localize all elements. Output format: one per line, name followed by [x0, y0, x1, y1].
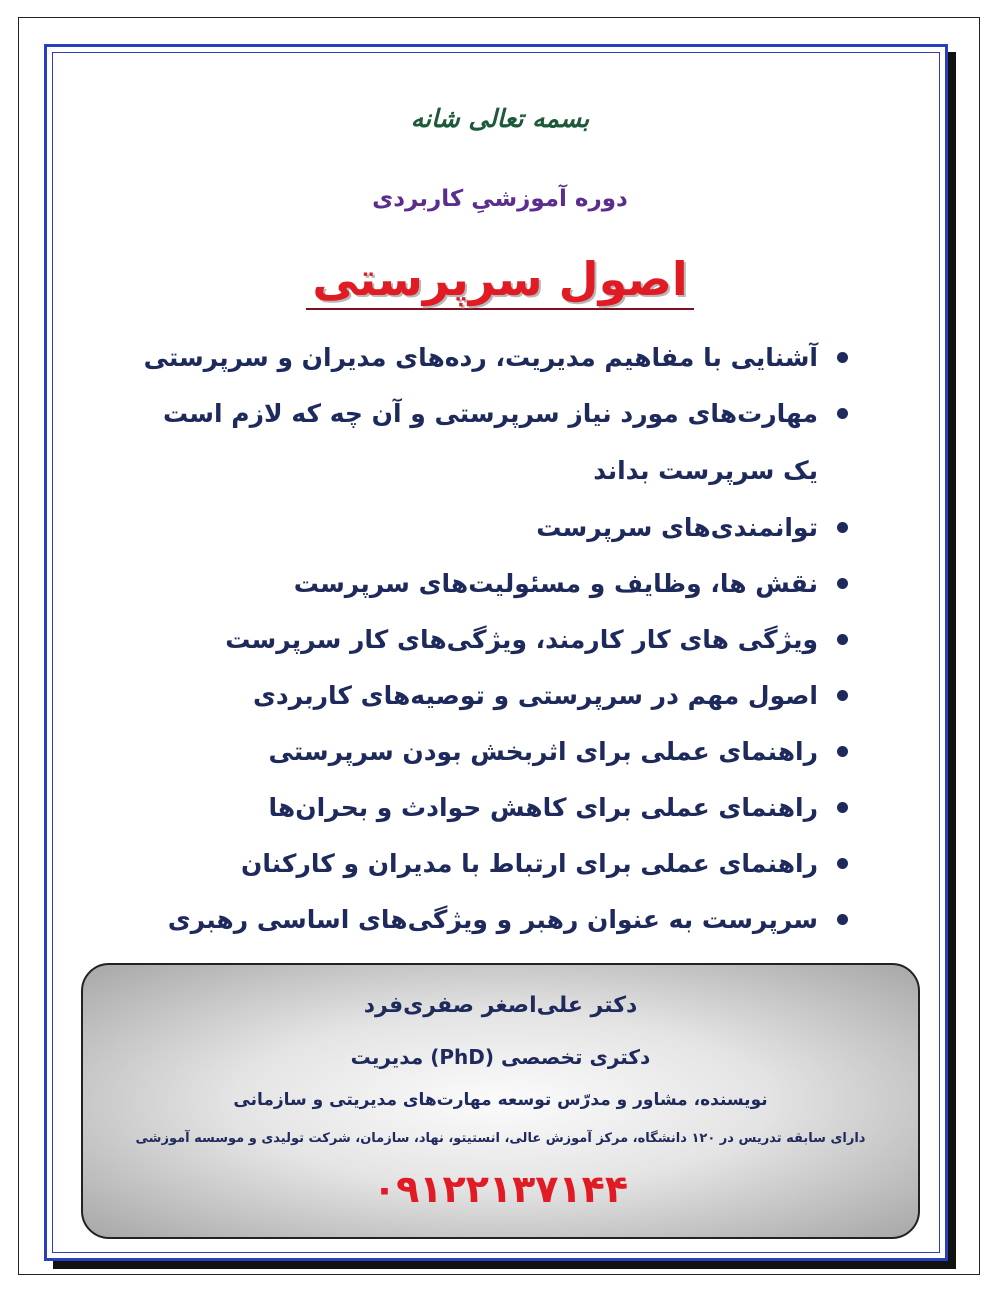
bullet-icon: [837, 578, 848, 589]
topic-text: راهنمای عملی برای ارتباط با مدیران و کارکنان: [240, 849, 818, 878]
topic-text: آشنایی با مفاهیم مدیریت، رده‌های مدیران و سرپرستی: [143, 343, 818, 372]
bullet-icon: [837, 802, 848, 813]
course-title-text: اصول سرپرستی: [306, 252, 693, 310]
topic-item: [140, 780, 850, 836]
topic-list: [140, 330, 850, 948]
topic-item: [140, 386, 850, 500]
topic-text: راهنمای عملی برای کاهش حوادث و بحران‌ها: [268, 793, 818, 822]
bullet-icon: [837, 746, 848, 757]
bullet-icon: [837, 634, 848, 645]
topic-item: [140, 500, 850, 556]
course-subtitle: دوره آموزشیِ کاربردی: [372, 186, 628, 212]
bullet-icon: [837, 690, 848, 701]
topic-item: [140, 330, 850, 386]
instructor-role: نویسنده، مشاور و مدرّس توسعه مهارت‌های مدیریتی و سازمانی: [233, 1090, 768, 1110]
topic-text: اصول مهم در سرپرستی و توصیه‌های کاربردی: [252, 681, 818, 710]
topic-text: توانمندی‌های سرپرست: [536, 513, 818, 542]
topic-text: راهنمای عملی برای اثربخش بودن سرپرستی: [268, 737, 818, 766]
topic-item: [140, 724, 850, 780]
topic-item: [140, 836, 850, 892]
bullet-icon: [837, 914, 848, 925]
topic-item: [140, 892, 850, 948]
topic-text: مهارت‌های مورد نیاز سرپرستی و آن چه که لازم است: [162, 399, 818, 428]
instructor-degree: دکتری تخصصی (PhD) مدیریت: [350, 1045, 651, 1069]
instructor-info-box: [81, 963, 920, 1239]
contact-phone[interactable]: ۰۹۱۲۲۱۳۷۱۴۴: [372, 1167, 629, 1211]
bullet-icon: [837, 408, 848, 419]
basmala-heading: بسمه تعالی شانه: [410, 104, 590, 133]
instructor-experience: دارای سابقه تدریس در ۱۲۰ دانشگاه، مرکز آموزش عالی، انستیتو، نهاد، سازمان، شرکت تولیدی و موسسه آموزشی: [135, 1131, 866, 1146]
topic-text: ویژگی های کار کارمند، ویژگی‌های کار سرپرست: [225, 625, 818, 654]
course-title: [0, 252, 1000, 310]
topic-text-continued: یک سرپرست بداند: [593, 456, 818, 485]
topic-item: [140, 612, 850, 668]
bullet-icon: [837, 858, 848, 869]
bullet-icon: [837, 522, 848, 533]
bullet-icon: [837, 352, 848, 363]
topic-item: [140, 668, 850, 724]
topic-text: نقش ها، وظایف و مسئولیت‌های سرپرست: [293, 569, 818, 598]
topic-text: سرپرست به عنوان رهبر و ویژگی‌های اساسی رهبری: [167, 905, 818, 934]
topic-item: [140, 556, 850, 612]
instructor-name: دکتر علی‌اصغر صفری‌فرد: [363, 993, 638, 1018]
